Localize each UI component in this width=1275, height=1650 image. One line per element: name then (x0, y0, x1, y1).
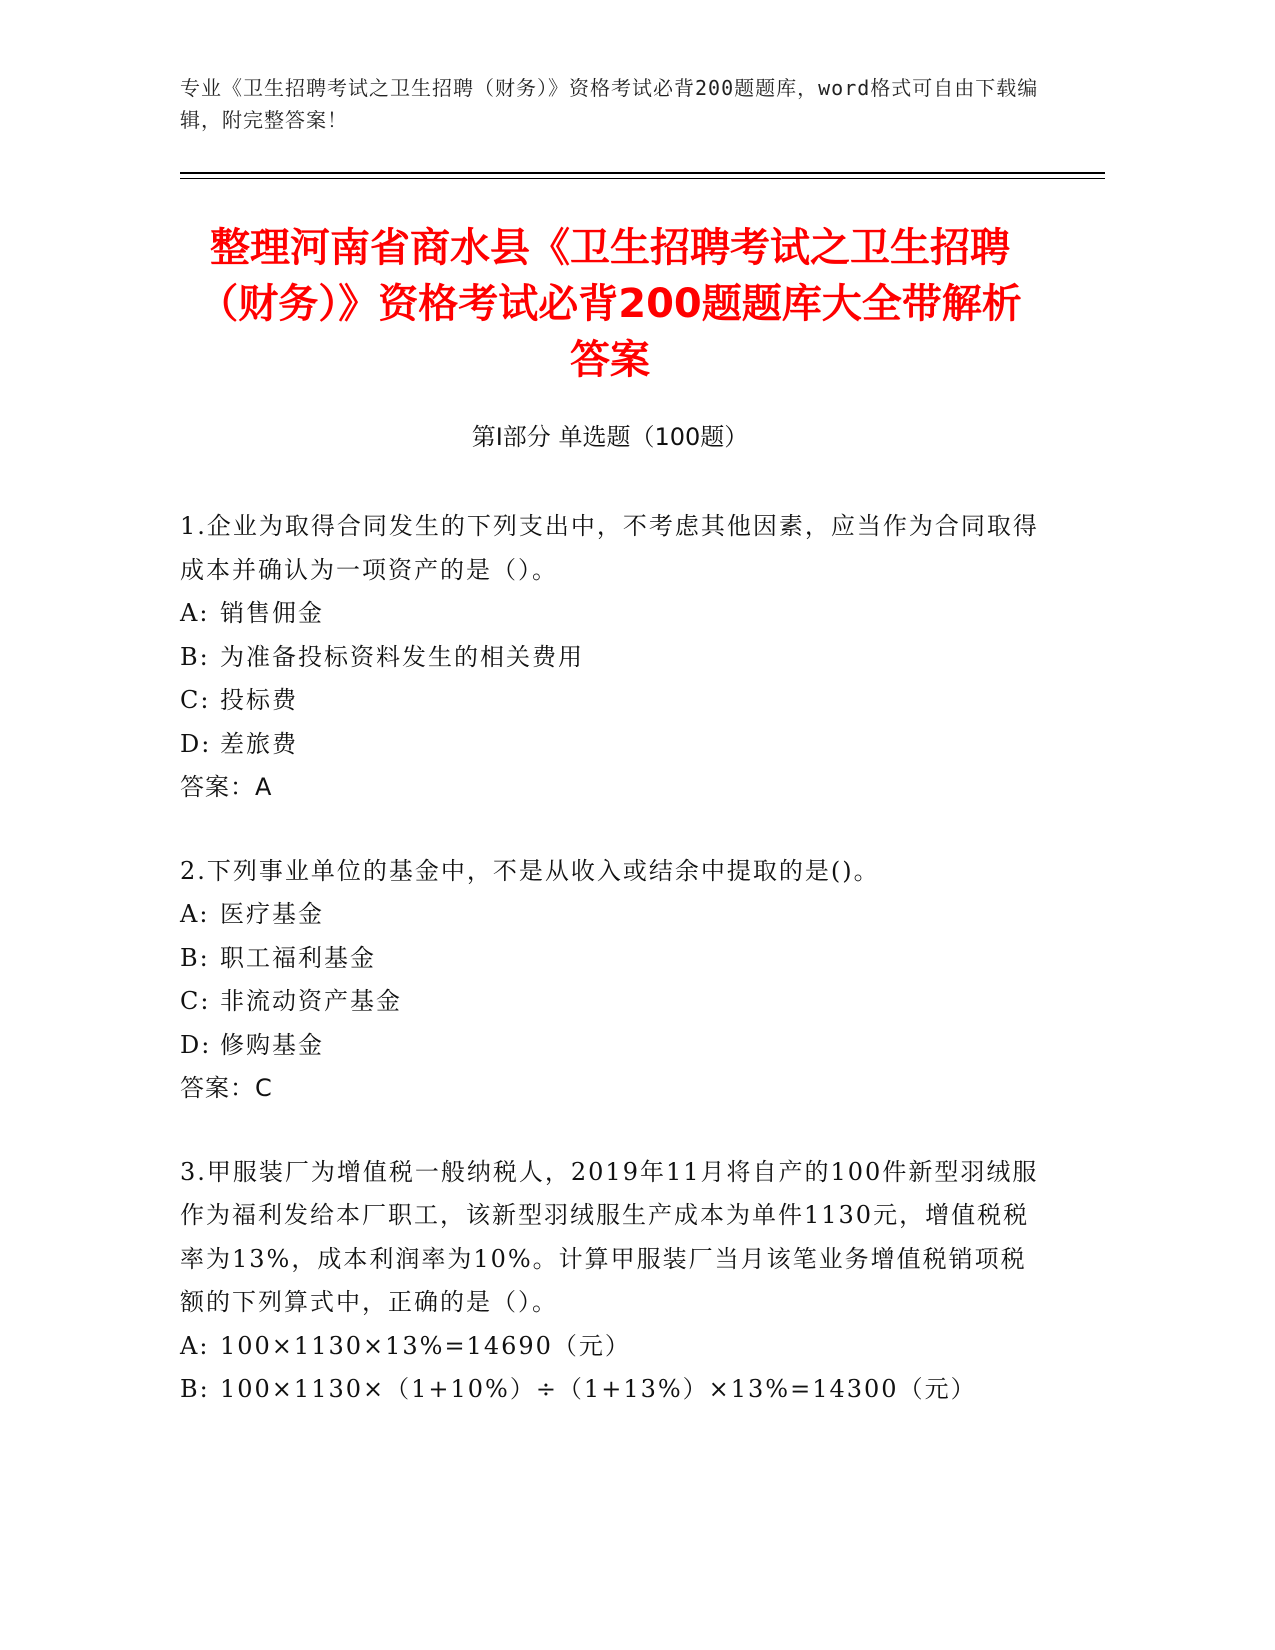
option-text: 100×1130×（1+10%）÷（1+13%）×13%=14300（元） (220, 1375, 977, 1403)
question-stem: 3.甲服装厂为增值税一般纳税人，2019年11月将自产的100件新型羽绒服作为福利发给本厂职工，该新型羽绒服生产成本为单件1130元，增值税税率为13%，成本利润率为10%。计算甲服装厂当月该笔业务增值税销项税额的下列算式中，正确的是（）。 (180, 1157, 1039, 1316)
option-label: D: (180, 729, 212, 758)
option-label: A: (180, 1331, 210, 1360)
option-d (180, 1024, 1040, 1068)
option-text: 修购基金 (220, 1030, 324, 1059)
option-text: 差旅费 (220, 729, 298, 758)
header-divider-thin (180, 178, 1105, 179)
option-text: 为准备投标资料发生的相关费用 (220, 642, 584, 671)
option-label: C: (180, 987, 211, 1015)
option-text: 销售佣金 (220, 599, 324, 627)
question-list (180, 505, 1040, 1452)
document-title: 整理河南省商水县《卫生招聘考试之卫生招聘（财务）》资格考试必背200题题库大全带解析答案 (198, 225, 1022, 383)
header-divider-thick (180, 172, 1105, 174)
option-b (180, 1368, 1040, 1412)
answer: 答案：A (180, 773, 273, 801)
option-text: 投标费 (220, 686, 298, 714)
question-stem: 1.企业为取得合同发生的下列支出中，不考虑其他因素，应当作为合同取得成本并确认为一项资产的是（）。 (180, 512, 1039, 584)
option-c (180, 679, 1040, 723)
option-label: A: (180, 900, 210, 928)
question-stem: 2.下列事业单位的基金中，不是从收入或结余中提取的是()。 (180, 856, 880, 885)
section-title: 第Ⅰ部分 单选题（100题） (471, 423, 749, 451)
option-text: 100×1130×13%=14690（元） (220, 1331, 631, 1360)
option-label: B: (180, 943, 210, 972)
header-note: 专业《卫生招聘考试之卫生招聘（财务）》资格考试必背200题题库，word格式可自由下载编辑，附完整答案！ (180, 76, 1039, 132)
option-a (180, 1325, 1040, 1369)
question-3 (180, 1151, 1040, 1412)
option-d (180, 723, 1040, 767)
option-text: 医疗基金 (220, 900, 324, 928)
option-text: 非流动资产基金 (220, 987, 402, 1015)
option-label: A: (180, 599, 210, 627)
question-2 (180, 850, 1040, 1111)
answer: 答案：C (180, 1074, 273, 1102)
option-label: B: (180, 642, 210, 671)
option-b (180, 636, 1040, 680)
option-label: C: (180, 686, 211, 714)
option-b (180, 937, 1040, 981)
option-label: D: (180, 1030, 212, 1059)
question-1 (180, 505, 1040, 810)
option-a (180, 592, 1040, 636)
option-a (180, 893, 1040, 937)
option-label: B: (180, 1375, 210, 1403)
option-c (180, 980, 1040, 1024)
option-text: 职工福利基金 (220, 943, 376, 972)
